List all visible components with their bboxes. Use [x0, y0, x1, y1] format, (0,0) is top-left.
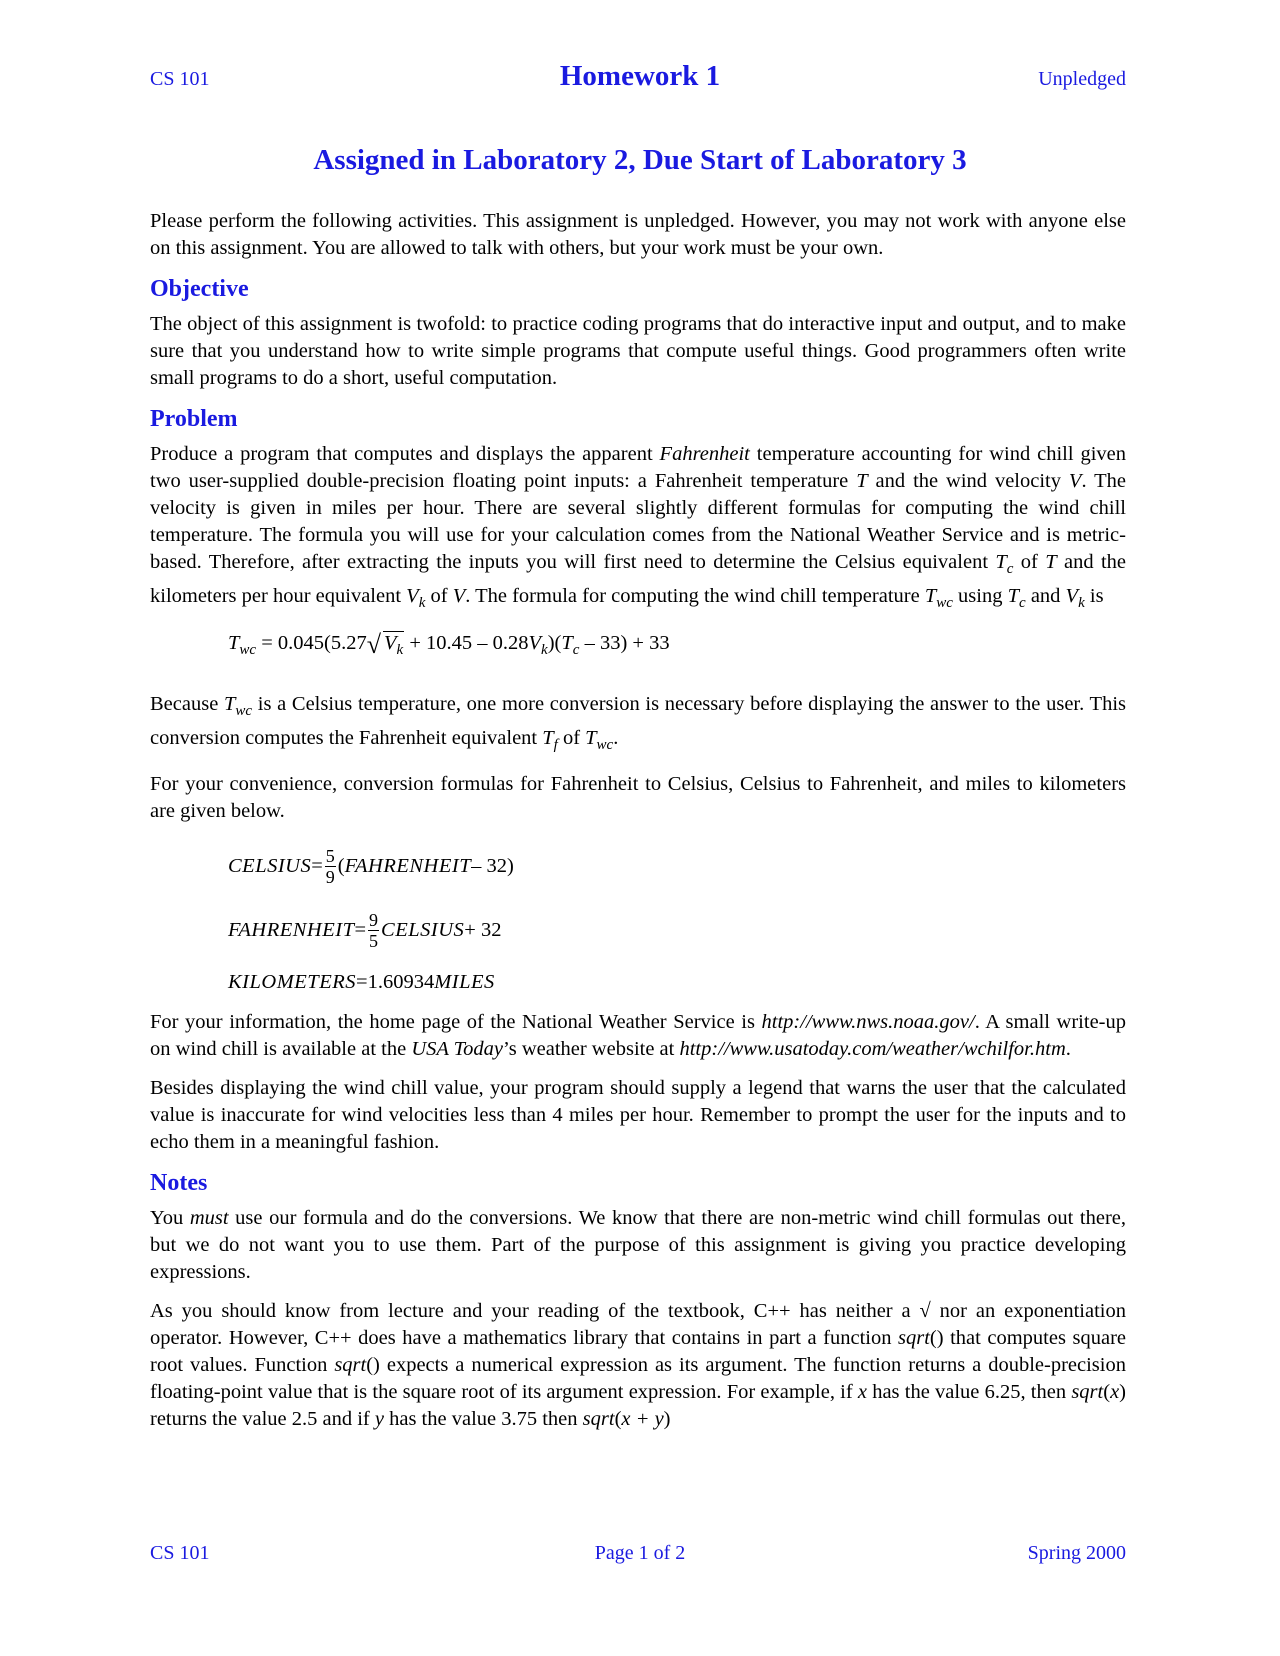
header-course: CS 101 — [150, 68, 210, 90]
intro-paragraph: Please perform the following activities. This assignment is unpledged. However, you may not work with anyone else on this assignment. You are allowed to talk with others, but your work must be your own. — [150, 210, 1126, 259]
document-body — [150, 208, 1126, 1445]
usatoday-link[interactable]: http://www.usatoday.com/weather/wchilfor.htm — [679, 1038, 1066, 1060]
objective-paragraph: The object of this assignment is twofold: to practice coding programs that do interactive input and output, and to make sure that you understand how to write simple programs that compute useful things. Good programmers often write small programs to do a short, useful computation. — [150, 313, 1126, 389]
footer-course: CS 101 — [150, 1542, 210, 1564]
problem-paragraph-4: For your information, the home page of the National Weather Service is http://www.nws.noaa.gov/. A small write-up on wind chill is available at the USA Today’s weather website at http://www.usatoday.com/weather/wchilfor.htm. — [150, 1011, 1127, 1060]
conversion-formulas — [228, 837, 1126, 999]
notes-heading: Notes — [150, 1170, 208, 1196]
objective-heading: Objective — [150, 276, 249, 302]
celsius-formula: CELSIUS = $\frac{5}{9}$ ( FAHRENHEIT – 32) — [228, 845, 514, 887]
problem-heading: Problem — [150, 406, 238, 432]
wind-chill-formula: $T_{wc} = 0.045(5.27√$ $V_k + 10.45 - 0.28V_k)(T_c - 33) + 33$ — [228, 630, 670, 659]
footer-term: Spring 2000 — [1027, 1542, 1126, 1564]
problem-paragraph-2: Because $T_{wc}$ is a Celsius temperature, one more conversion is necessary before displaying the answer to the user. This conversion computes the Fahrenheit equivalent $T_f$ of $T_{wc}$. — [150, 693, 1126, 753]
header-status: Unpledged — [1038, 68, 1126, 90]
notes-paragraph-2: As you should know from lecture and your reading of the textbook, C++ has neither a √ nor an exponentiation operator. However, C++ does have a mathematics library that contains in part a function sqrt() that computes square root values. Function sqrt() expects a numerical expression as its argument. The function returns a double-precision floating-point value that is the square root of its argument expression. For example, if x has the value 6.25, then sqrt(x) returns the value 2.5 and if y has the value 3.75 then sqrt(x + y) — [150, 1300, 1126, 1430]
footer-page-number: Page 1 of 2 — [594, 1542, 686, 1564]
square-root-icon: √ — [366, 630, 381, 659]
problem-paragraph-5: Besides displaying the wind chill value, your program should supply a legend that warns the user that the calculated value is inaccurate for wind velocities less than 4 miles per hour. Remember to prompt the user for the inputs and to echo them in a meaningful fashion. — [150, 1077, 1126, 1153]
problem-paragraph-1: Produce a program that computes and displays the apparent Fahrenheit temperature accounting for wind chill given two user-supplied double-precision floating point inputs: a Fahrenheit temperature T and the wind velocity V. The velocity is given in miles per hour. There are several slightly different formulas for computing the wind chill temperature. The formula you will use for your calculation comes from the National Weather Service and is metric-based. Therefore, after extracting the inputs you will first need to determine the Celsius equivalent $T_c$ of T and the kilometers per hour equivalent $V_k$ of V. The formula for computing the wind chill temperature $T_{wc}$ using $T_c$ and $V_k$ is — [150, 443, 1126, 611]
header-title: Homework 1 — [559, 60, 721, 92]
nws-link[interactable]: http://www.nws.noaa.gov/ — [761, 1011, 975, 1033]
problem-paragraph-3: For your convenience, conversion formulas for Fahrenheit to Celsius, Celsius to Fahrenheit, and miles to kilometers are given below. — [150, 773, 1126, 822]
notes-paragraph-1: You must use our formula and do the conversions. We know that there are non-metric wind chill formulas out there, but we do not want you to use them. Part of the purpose of this assignment is giving you practice developing expressions. — [150, 1207, 1126, 1283]
fahrenheit-formula: FAHRENHEIT = $\frac{9}{5}$ CELSIUS + 32 — [228, 909, 502, 951]
assignment-subtitle: Assigned in Laboratory 2, Due Start of Laboratory 3 — [313, 144, 967, 176]
kilometers-formula: KILOMETERS = 1.60934 MILES — [228, 970, 495, 993]
